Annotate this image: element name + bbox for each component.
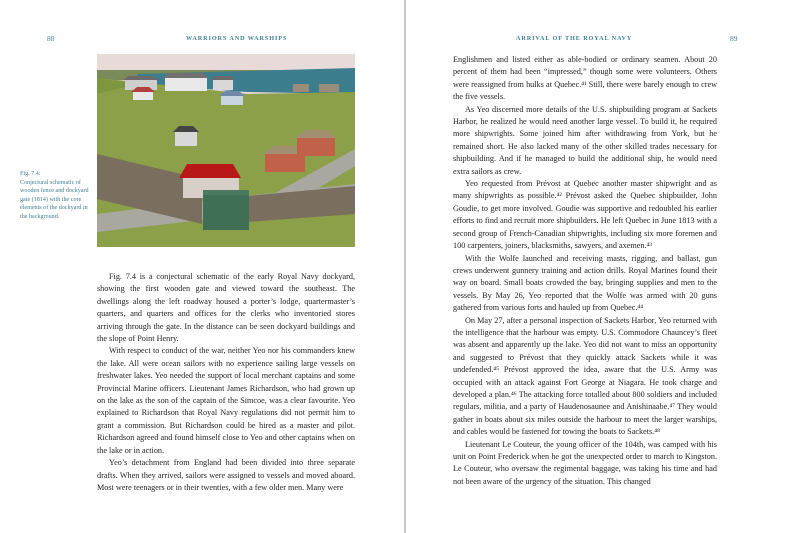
- figure-label: Fig. 7.4:: [20, 171, 41, 177]
- paragraph: Yeo’s detachment from England had been divided into three separate drafts. When they arrived, sailors were assigned to vessels and moved aboard. Most were teenagers or in their twenties, with a few older men. Many were: [97, 458, 355, 492]
- paragraph: As Yeo discerned more details of the U.S. shipbuilding program at Sackets Harbor, he realized he would need another large vessel. To build it, he required more shipwrights. Some joined him after withdrawing from York, but he remained short. He also lacked many of the other skilled trades necessary for shipbuilding. And if he managed to build the additional ship, he would need extra sailors as crew.: [453, 104, 717, 176]
- paragraph: With the Wolfe launched and receiving masts, rigging, and ballast, gun crews underwent gunnery training and action drills. Royal Marines found their way on board. Small boats crowded the bay, bringing supplies and men to the vessels. By May 26, Yeo reported that the Wolfe was armed with 20 guns gathered from various forts and hauled up from Quebec.⁴⁴: [453, 253, 717, 313]
- figure-caption-text: Conjectural schematic of wooden fence and dockyard gate (1814) with the core elements of the dockyard in the background.: [20, 179, 89, 220]
- small-shed: [173, 126, 199, 146]
- left-page: [0, 0, 404, 533]
- paragraph: Englishmen and listed either as able-bodied or ordinary seamen. About 20 percent of them had been “impressed,” though some were volunteers. Others were reassigned from hulks at Quebec.⁴¹ Still, there were barely enough to crew the five vessels.: [453, 55, 717, 102]
- page-number: 88: [47, 34, 55, 43]
- page-number: 89: [730, 34, 738, 43]
- dockyard-gate: [203, 194, 249, 230]
- right-page: [406, 0, 810, 533]
- right-body-text: [453, 54, 717, 488]
- left-body-text: [97, 271, 355, 494]
- dockyard-illustration: [97, 54, 355, 247]
- figure-caption: [20, 170, 90, 222]
- paragraph: Fig. 7.4 is a conjectural schematic of the early Royal Navy dockyard, showing the first wooden gate and viewed toward the southeast. The dwellings along the left roadway housed a porter’s lodge, quartermaster’s quarters, and quarters and offices for the clerks who inventoried stores arriving through the gate. In the distance can be seen dockyard buildings and the slope of Point Henry.: [97, 272, 355, 344]
- paragraph: On May 27, after a personal inspection of Sackets Harbor, Yeo returned with the intelligence that the harbour was empty. U.S. Commodore Chauncey’s fleet was absent and apparently up the lake. Yeo did not want to miss an opportunity and suggested to Prévost that they quickly attack Sackets while it was undefended.⁴⁵ Prévost approved the idea, aware that the U.S. Army was occupied with an attack against Fort George at Niagara. He took charge and developed a plan.⁴⁶ The attacking force totalled about 800 soldiers and included regulars, militia, and a party of Haudenosaunee and Anishinaabe.⁴⁷ They would gather in boats about six miles outside the harbour to meet the larger warships, and cables would be fastened for towing the boats to Sackets.⁴⁸: [453, 315, 717, 437]
- dockyard-scene: [97, 54, 355, 247]
- paragraph: With respect to conduct of the war, neither Yeo nor his commanders knew the lake. All were ocean sailors with no experience sailing large vessels on freshwater lakes. Yeo needed the support of local merchant captains and some Provincial Marine officers. Lieutenant James Richardson, who had grown up on the lake as the son of the captain of the Simcoe, was a clear favourite. Yeo explained to Richardson that Royal Navy regulations did not permit him to grant a commission. But Richardson could be hired as a master and pilot. Richardson agreed and found himself close to Yeo and other captains when on the lake or in action.: [97, 346, 355, 455]
- running-head: ARRIVAL OF THE ROYAL NAVY: [516, 35, 633, 42]
- paragraph: Lieutenant Le Couteur, the young officer of the 104th, was camped with his unit on Point Frederick when he got the unexpected order to march to Kingston. Le Couteur, who oversaw the regimental baggage, was taking his time and had not been aware of the urgency of the situation. This changed: [453, 439, 717, 486]
- running-head: WARRIORS AND WARSHIPS: [186, 35, 288, 42]
- paragraph: Yeo requested from Prévost at Quebec another master shipwright and as many shipwrights as possible.⁴² Prévost asked the Quebec shipbuilder, John Goudie, to get more involved. Goudie was supportive and redoubled his earlier efforts to find and recruit more shipbuilders. He left Quebec in June 1813 with a second group of French-Canadian shipwrights, including six more foremen and 100 carpenters, joiners, blacksmiths, sawyers, and axemen.⁴³: [453, 179, 717, 251]
